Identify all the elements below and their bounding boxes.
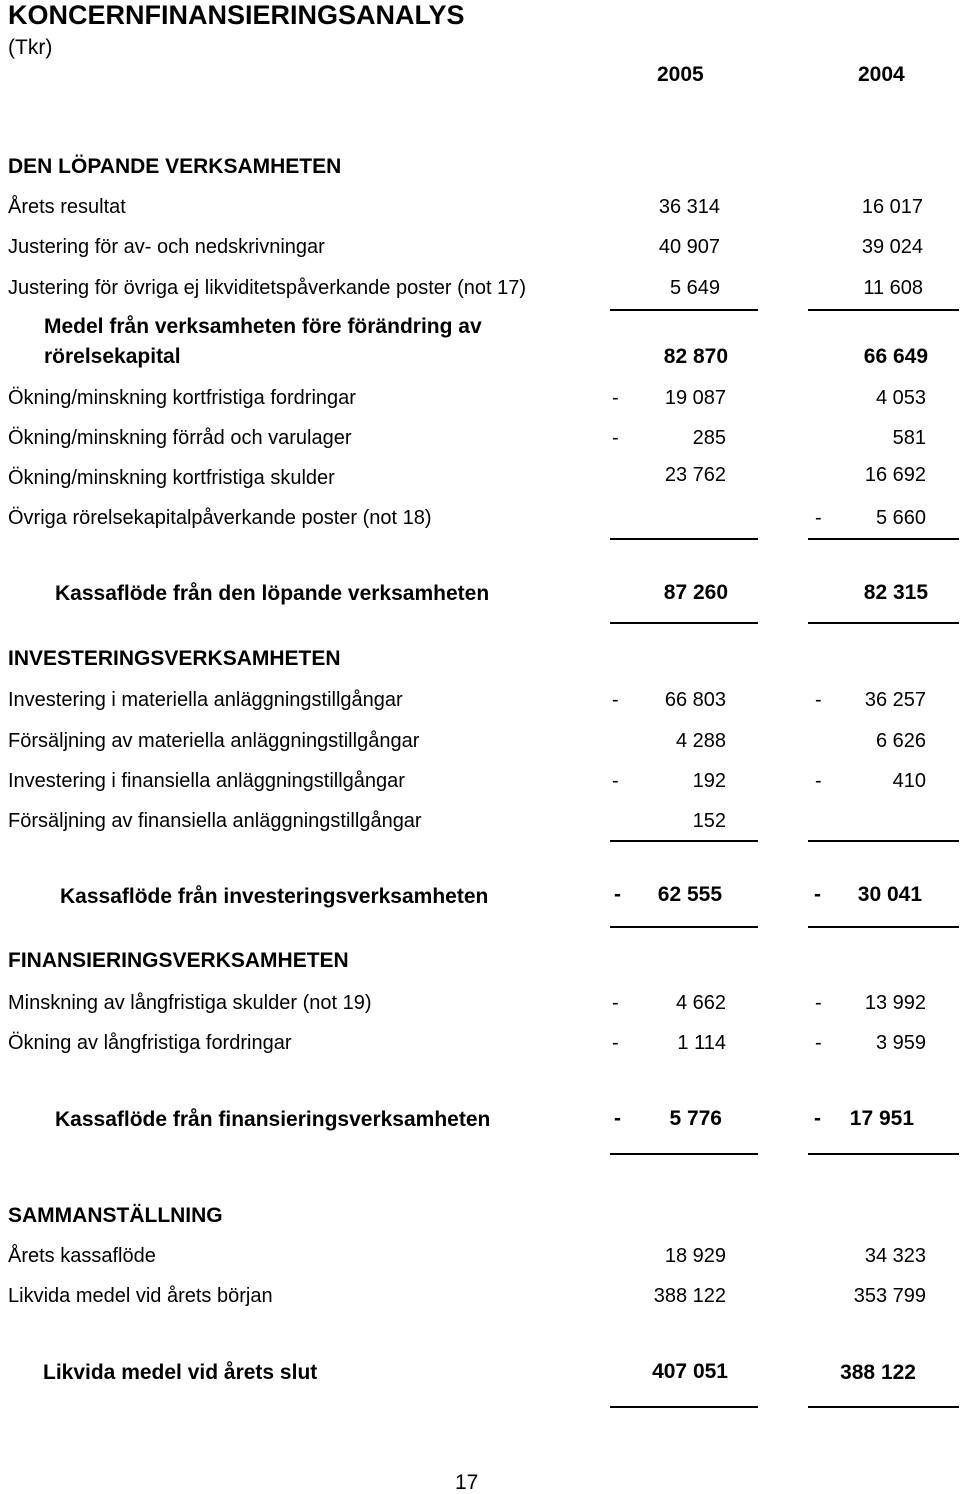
rule-line bbox=[610, 1153, 758, 1155]
total-value-2005: 87 260 bbox=[663, 581, 728, 604]
minus-sign: - bbox=[814, 1107, 821, 1130]
subtotal-value-2004: 66 649 bbox=[863, 345, 928, 368]
value-2005: 40 907 bbox=[658, 236, 720, 258]
minus-sign: - bbox=[815, 992, 822, 1014]
value-2005: 285 bbox=[692, 427, 726, 449]
page-number: 17 bbox=[455, 1471, 479, 1494]
value-2004: 3 959 bbox=[875, 1032, 926, 1054]
minus-sign: - bbox=[612, 770, 619, 792]
rule-line bbox=[808, 309, 959, 311]
total-value-2005: 62 555 bbox=[657, 883, 722, 906]
rule-line bbox=[808, 840, 959, 842]
row-label: Ökning av långfristiga fordringar bbox=[8, 1032, 292, 1054]
section-heading-investering: INVESTERINGSVERKSAMHETEN bbox=[8, 647, 341, 670]
value-2005: 23 762 bbox=[664, 464, 726, 486]
rule-line bbox=[610, 309, 758, 311]
minus-sign: - bbox=[612, 427, 619, 449]
minus-sign: - bbox=[612, 689, 619, 711]
value-2004: 5 660 bbox=[875, 507, 926, 529]
page-title: KONCERNFINANSIERINGSANALYS bbox=[8, 0, 465, 30]
value-2004: 36 257 bbox=[864, 689, 926, 711]
total-value-2004: 30 041 bbox=[857, 883, 922, 906]
minus-sign: - bbox=[612, 992, 619, 1014]
value-2005: 152 bbox=[692, 810, 726, 832]
value-2004: 13 992 bbox=[864, 992, 926, 1014]
total-label-finansiering: Kassaflöde från finansieringsverksamheten bbox=[55, 1108, 491, 1131]
total-label-investering: Kassaflöde från investeringsverksamheten bbox=[60, 885, 489, 908]
value-2005: 192 bbox=[692, 770, 726, 792]
minus-sign: - bbox=[815, 1032, 822, 1054]
row-label: Investering i finansiella anläggningstillgångar bbox=[8, 770, 405, 792]
total-value-2005: 5 776 bbox=[669, 1107, 722, 1130]
rule-line bbox=[610, 840, 758, 842]
value-2004: 4 053 bbox=[875, 387, 926, 409]
total-value-2004: 17 951 bbox=[849, 1107, 914, 1130]
section-heading-lopande: DEN LÖPANDE VERKSAMHETEN bbox=[8, 155, 342, 178]
row-label: Minskning av långfristiga skulder (not 19) bbox=[8, 992, 372, 1014]
value-2004: 34 323 bbox=[864, 1245, 926, 1267]
section-heading-sammanstallning: SAMMANSTÄLLNING bbox=[8, 1204, 223, 1227]
value-2004: 16 017 bbox=[861, 196, 923, 218]
total-label-lopande: Kassaflöde från den löpande verksamheten bbox=[55, 582, 490, 605]
value-2005: 388 122 bbox=[653, 1285, 726, 1307]
row-label: Ökning/minskning kortfristiga skulder bbox=[8, 467, 335, 489]
minus-sign: - bbox=[614, 1107, 621, 1130]
total-value-2004: 388 122 bbox=[840, 1361, 916, 1384]
total-value-2004: 82 315 bbox=[863, 581, 928, 604]
row-label: Årets resultat bbox=[8, 196, 126, 218]
value-2004: 11 608 bbox=[863, 277, 923, 299]
value-2005: 66 803 bbox=[664, 689, 726, 711]
rule-line bbox=[808, 622, 959, 624]
minus-sign: - bbox=[815, 770, 822, 792]
value-2005: 19 087 bbox=[664, 387, 726, 409]
value-2004: 410 bbox=[892, 770, 926, 792]
rule-line bbox=[610, 926, 758, 928]
minus-sign: - bbox=[614, 883, 621, 906]
row-label: Justering för av- och nedskrivningar bbox=[8, 236, 325, 258]
unit-label: (Tkr) bbox=[8, 36, 53, 59]
value-2004: 6 626 bbox=[875, 730, 926, 752]
rule-line bbox=[808, 1406, 959, 1408]
value-2005: 1 114 bbox=[677, 1032, 726, 1054]
rule-line bbox=[808, 538, 959, 540]
row-label: Försäljning av materiella anläggningstillgångar bbox=[8, 730, 420, 752]
minus-sign: - bbox=[814, 883, 821, 906]
rule-line bbox=[808, 1153, 959, 1155]
row-label: Årets kassaflöde bbox=[8, 1245, 156, 1267]
column-header-2005: 2005 bbox=[657, 63, 704, 86]
rule-line bbox=[610, 622, 758, 624]
total-value-2005: 407 051 bbox=[652, 1360, 728, 1383]
row-label: Ökning/minskning kortfristiga fordringar bbox=[8, 387, 356, 409]
section-heading-finansiering: FINANSIERINGSVERKSAMHETEN bbox=[8, 949, 349, 972]
row-label: Försäljning av finansiella anläggningstillgångar bbox=[8, 810, 422, 832]
row-label: Likvida medel vid årets början bbox=[8, 1285, 273, 1307]
value-2004: 16 692 bbox=[864, 464, 926, 486]
value-2005: 18 929 bbox=[664, 1245, 726, 1267]
value-2005: 4 662 bbox=[675, 992, 726, 1014]
subtotal-label-line2: rörelsekapital bbox=[44, 345, 181, 368]
row-label: Ökning/minskning förråd och varulager bbox=[8, 427, 352, 449]
row-label: Övriga rörelsekapitalpåverkande poster (not 18) bbox=[8, 507, 432, 529]
minus-sign: - bbox=[612, 1032, 619, 1054]
subtotal-value-2005: 82 870 bbox=[663, 345, 728, 368]
value-2004: 353 799 bbox=[853, 1285, 926, 1307]
rule-line bbox=[808, 926, 959, 928]
row-label: Justering för övriga ej likviditetspåverkande poster (not 17) bbox=[8, 277, 527, 299]
rule-line bbox=[610, 538, 758, 540]
minus-sign: - bbox=[612, 387, 619, 409]
value-2005: 4 288 bbox=[675, 730, 726, 752]
row-label: Investering i materiella anläggningstillgångar bbox=[8, 689, 403, 711]
total-label-likvida: Likvida medel vid årets slut bbox=[43, 1361, 318, 1384]
value-2004: 39 024 bbox=[861, 236, 923, 258]
value-2005: 36 314 bbox=[658, 196, 720, 218]
minus-sign: - bbox=[815, 689, 822, 711]
subtotal-label-line1: Medel från verksamheten före förändring av bbox=[44, 315, 482, 338]
column-header-2004: 2004 bbox=[858, 63, 905, 86]
value-2005: 5 649 bbox=[669, 277, 720, 299]
minus-sign: - bbox=[815, 507, 822, 529]
value-2004: 581 bbox=[892, 427, 926, 449]
rule-line bbox=[610, 1406, 758, 1408]
